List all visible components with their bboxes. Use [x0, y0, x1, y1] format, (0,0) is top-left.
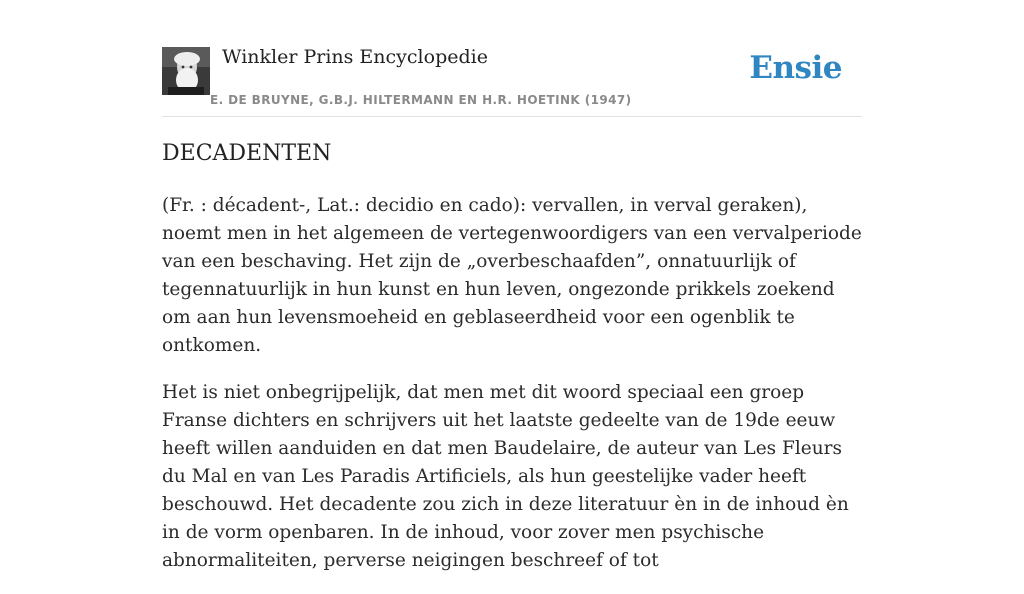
author-avatar: [162, 47, 210, 95]
paragraph: Het is niet onbegrijpelijk, dat men met dit woord speciaal een groep Franse dichters en schrijvers uit het laatste gedeelte van de 19de eeuw heeft willen aanduiden en dat men Baudelaire, de auteur van Les Fleurs du Mal en van Les Paradis Artificiels, als hun geestelijke vader heeft beschouwd. Het decadente zou zich in deze literatuur èn in de inhoud èn in de vorm openbaren. In de inhoud, voor zover men psychische abnormaliteiten, perverse neigingen beschreef of tot: [162, 382, 849, 571]
entry-title: DECADENTEN: [162, 141, 332, 166]
paragraph: (Fr. : décadent-, Lat.: decidio en cado): vervallen, in verval geraken), noemt men in het algemeen de vertegenwoordigers van een vervalperiode van een beschaving. Het zijn de „overbeschaafden”, onnatuurlijk of tegennatuurlijk in hun kunst en hun leven, ongezonde prikkels zoekend om aan hun levensmoeheid en geblaseerdheid voor een ogenblik te ontkomen.: [162, 195, 862, 356]
authors-line: E. DE BRUYNE, G.B.J. HILTERMANN EN H.R. HOETINK (1947): [210, 93, 632, 107]
article-body: [162, 138, 866, 594]
source-title: Winkler Prins Encyclopedie: [222, 46, 488, 68]
article-header: [162, 0, 862, 117]
brand-logo-link[interactable]: Ensie: [749, 50, 842, 86]
